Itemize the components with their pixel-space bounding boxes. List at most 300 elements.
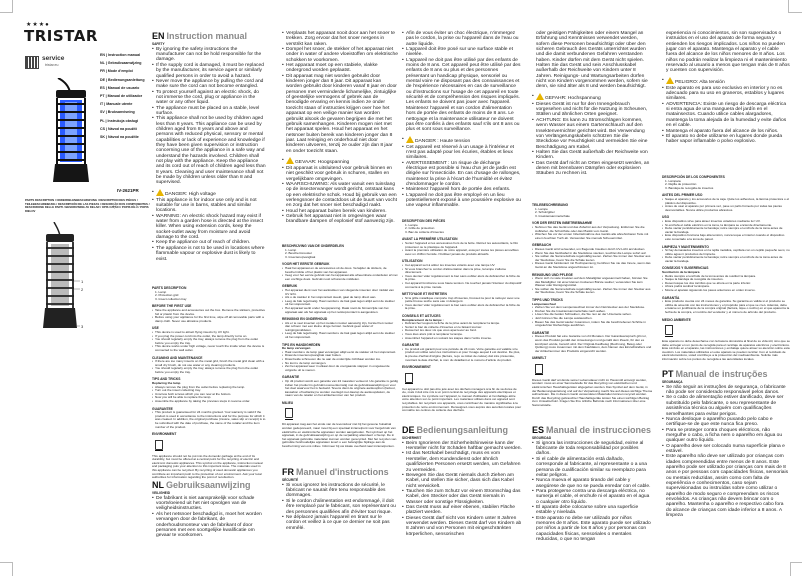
list-item: • Op dit product wordt een garantie van 24 maanden verleend. Uw garantie is geldig indien het product is gebruikt overeenkomstig met de gebruiksaanwijzing en voor het doel waarvoor het is bedoeld. Tevens dient de originele aankoopbon (factuur, kassabon of kwitantie) te worden overlegd met daarop de aankoopdatum, de naam van de retailer en het artikelnummer van het product.: [282, 380, 398, 398]
subsection-title: TIPPS UND TRICKS: [532, 298, 563, 303]
list-item: • Lösen Sie die beiden Schrauben, die Sie nun an der Unterseite sehen.: [532, 313, 652, 317]
danger-text: GEVAAR: Hoogspanning: [295, 159, 350, 165]
bullet-list: [152, 309, 266, 323]
list-item: • Turn out the insect collecting tray.: [152, 389, 266, 393]
fr-safety-continued: [402, 31, 522, 209]
list-item: • Now you will be able to replace the lamp.: [152, 396, 266, 400]
list-item: • Este aparato es para uso exclusivo en interior y no es adecuado para su uso en graneros, establos y lugares similares.: [662, 86, 790, 102]
list-item: • Dieses Gerät darf nicht von Kindern unter 8 Jahren verwendet werden. Dieses Gerät darf von Kindern ab 8 Jahren und von Personen mit eingeschränkten körperlichen, sensorischen: [402, 516, 522, 537]
list-item: • To protect yourself against an electric shock, do not immerse the cord, plug or appliance in the water or any other liquid.: [152, 90, 266, 106]
danger-warning: [532, 93, 652, 102]
bullet-list: [282, 322, 398, 340]
language-item: SV | Bruksanvisning: [100, 110, 135, 115]
subsection-title: GEBRAUCH: [532, 243, 552, 248]
warning-triangle-icon: [286, 157, 294, 164]
subsection-subtitle: Remplacement de la lampe :: [402, 317, 444, 322]
subsection-subtitle: Lampenwechsel: [532, 301, 556, 306]
manual-subsection: [152, 287, 266, 301]
list-item: • Debe vaciar periódicamente la bandeja; retire siempre el enchufe de la toma antes de vaciar la bandeja.: [662, 256, 790, 263]
de-section-start: [402, 425, 522, 537]
subsection-title: GUARANTEE: [152, 406, 173, 411]
subsection-title: VEILIGHEID: [152, 491, 171, 495]
bullet-list: [662, 249, 790, 263]
bullet-list: [662, 275, 790, 293]
list-item: • ACHTUNG: Es kann zu Stromschlägen kommen, wenn Wasser aus einem Gartenschlauch auf den Insektenvernichter gerichtet wird. Bei Verwendung von Verlängerungskabeln schützen Sie die Steckdose vor Feuchtigkeit und vermeiden Sie eine Beschädigung am Kabel.: [532, 118, 652, 150]
parts-list: [152, 291, 266, 302]
es-safety-continued: [662, 31, 790, 145]
list-item: • Als u de stekker in het stopcontact steekt, gaat de lamp direct aan.: [282, 296, 398, 300]
list-item: • Het apparaat dient voor het aantrekken van vliegende insecten door middel van UV licht.: [282, 289, 398, 296]
list-item: • Ne déplacez jamais l'appareil en tirant sur le cordon et veillez à ce que ce dernier ne soit pas emmêlé.: [282, 515, 398, 531]
list-item: • You should regularly empty the tray, always remove the plug from the outlet before you empty the tray.: [152, 338, 266, 345]
section-title: Bedienungsanleitung: [416, 425, 509, 435]
service-url: tristar.eu: [45, 63, 59, 67]
list-item: • Si le cordon d'alimentation est endommagé, il doit être remplacé par le fabricant, son représentant ou des personnes qualifiées afin d'éviter tout risque.: [282, 499, 398, 515]
crossed-bin-icon: [155, 440, 163, 450]
bullet-list: [532, 441, 652, 543]
manual-subsection: [402, 220, 522, 234]
manual-subsection: [402, 260, 522, 289]
list-item: • You should regularly empty the tray, always remove the plug from the outlet before you empty the tray.: [152, 367, 266, 374]
crossed-bin-icon: [665, 325, 673, 335]
manual-subsection: [282, 344, 398, 373]
bullet-list: [152, 386, 266, 404]
list-item: • Este dispositivo funciona bajo alta tensión, nunca toque el interior cuando el dispositivo esté conectado a la toma de pared.: [662, 234, 790, 241]
crossed-bin-icon: [285, 408, 293, 418]
manual-subsection: [282, 285, 398, 314]
model-number: IV-2621PR: [117, 188, 139, 193]
list-item: • Veeg voor het eerste gebruik van het apparaat alle afneembare onderdelen af met een vochtige doek. Gebruik nooit schurende middelen.: [282, 274, 398, 281]
subsection-subtitle: Replacing the lamp: [152, 381, 181, 386]
bullet-list: [532, 335, 652, 353]
list-item: • Antes de usar el aparato por primera vez, pase un paño húmedo por todas las piezas desmontables. Nunca utilice productos abrasivos.: [662, 205, 790, 212]
section-title: Gebruiksaanwijzing: [166, 480, 251, 490]
language-item: PL | Instrukcja obsługi: [100, 118, 139, 123]
subsection-title: LIMPIEZA Y MANTENIMIENTO: [662, 244, 709, 249]
bullet-list: [282, 289, 398, 314]
subsection-title: DESCRIPTION DES PIÈCES: [402, 219, 446, 223]
subsection-title: CONSEJOS Y SUGERENCIAS: [662, 266, 709, 271]
language-code: FR: [282, 467, 294, 477]
subsection-title: TEILEBESCHREIBUNG: [532, 203, 569, 207]
parts-list: [402, 224, 522, 235]
list-item: 2. Beschermrooster: [285, 251, 312, 256]
danger-warning: [282, 157, 398, 166]
list-item: • Monte el aparato siguiendo los pasos anteriores en orden inverso.: [662, 289, 790, 293]
list-item: • Take the appliance and accessories out the box. Remove the stickers, protective foil or plastic from the device.: [152, 309, 266, 316]
list-item: • This device works under high voltage, never touch the inside when the device is connected to the wall outlet.: [152, 345, 266, 352]
bullet-list: [662, 220, 790, 241]
list-item: • Wenn sich zu viele Insekten auf dem Metallgitter angesammelt haben, bürsten Sie das Metallgitter mit einer kleinen trockenen Bürste sauber; verwenden Sie kein Wasser oder Reinigungsmittel.: [532, 277, 652, 288]
list-item: • Sie sollten die Sammelschale regelmäßig leeren. Ziehen Sie immer den Stecker aus der Steckdose, bevor Sie die Schale leeren.: [532, 255, 652, 262]
list-item: • Gebruik het apparaat niet in omgevingen waar brandbare dampen of explosief stof aanwezig zijn.: [282, 214, 398, 225]
list-item: • Nunca desloque o aparelho puxando pelo cabo e certifique-se de que este nunca fica preso.: [662, 417, 790, 428]
bullet-list: [152, 198, 266, 262]
crossed-bin-icon: [405, 373, 413, 383]
warning-triangle-icon: [536, 93, 544, 100]
danger-text: GEFAHR: Hochspannung: [545, 95, 601, 101]
subsection-title: VOR DER ERSTEN INBETRIEBNAHME: [532, 221, 593, 226]
callout-1: 1: [81, 279, 84, 284]
list-item: 1. Lamp: [285, 247, 297, 252]
manual-subsection: [152, 357, 266, 375]
list-item: • Si ignora las instrucciones de seguridad, exime al fabricante de toda responsabilidad por posibles daños.: [532, 441, 652, 457]
language-item: DE | Bedienungsanleitung: [100, 77, 145, 82]
list-item: • Assemble the appliance by taking the previous steps in reverse order.: [152, 400, 266, 404]
manual-subsection: [282, 318, 398, 340]
paragraph: Cet appareil ne doit pas être jeté avec les déchets ménagers à la fin de sa durée de vie, mais il doit être mis à un point central de recyclage des appareils électriques et électroniques. Ce symbole sur l'appareil, le manuel d'utilisation et l'emballage attire votre attention sur ce point important. Les matériaux utilisés dans cet appareil sont recyclables. En recyclant vos appareils, vous contribuez de manière significative à la protection de notre environnement. Renseignez-vous auprès des autorités locales pour connaître les centres de collecte des déchets.: [402, 386, 522, 413]
language-item: CS | Návod na použití: [100, 126, 137, 131]
manual-subsection: [282, 376, 398, 398]
list-item: • AVERTISSEMENT : Un risque de décharge électrique est possible si l'eau d'un jet de jardin est dirigée sur l'insecticide. En cas d'usage de rallonges, maintenez la prise à l'écart de l'humidité et évitez d'endommager le cordon.: [402, 161, 522, 188]
list-item: • Tauchen Sie zum Schutz vor einem Stromschlag das Kabel, den Stecker oder das Gerät niemals in Wasser oder sonstige Flüssigkeiten.: [402, 489, 522, 505]
danger-text: DANGER: High voltage: [165, 191, 216, 197]
bullet-list: [532, 306, 652, 327]
subsection-title: BESCHRIJVING VAN DE ONDERDELEN: [282, 244, 344, 248]
paragraph: Este aparato no debe desecharse con la basura doméstica al final de su vida útil, sino que se debe entregar en un punto de recogida para el reciclaje de aparatos eléctricos y electrónicos. Este símbolo en el aparato, las instrucciones y embalaje quiere atraer su atención sobre esta cuestión. Los materiales utilizados en este aparato se pueden reciclar. Con el reciclado de electrodomésticos, usted contribuye a la protección del medioambiente. Solicite más información sobre los puntos de recogida a las autoridades locales.: [662, 339, 790, 362]
list-item: • Avant la première utilisation de votre appareil, essuyez toutes les pièces amovibles avec un chiffon humide. N'utilisez jamais de produits abrasifs.: [402, 249, 522, 256]
list-item: • Ahora podrá sustituir la lámpara.: [662, 285, 790, 289]
list-item: • Si el cable de alimentación está dañado, corresponde al fabricante, al representante o a una persona de cualificación similar su reemplazo para evitar peligros.: [532, 457, 652, 478]
callout-2: 2: [81, 287, 84, 292]
list-item: • Leeg de bak regelmatig. Haal voordat u de bak gaat legen altijd eerst de stekker uit het stopcontact.: [282, 300, 398, 307]
subsection-title: BEFORE THE FIRST USE: [152, 304, 192, 309]
bullet-list: [402, 441, 522, 537]
subsection-title: SÉCURITÉ: [282, 478, 299, 482]
subsection-title: REINIGING EN ONDERHOUD: [282, 317, 328, 322]
list-item: 1. Lampe: [535, 206, 548, 211]
subsection-title: SEGURANÇA: [662, 380, 683, 384]
list-item: • Before using your appliance for the first time, wipe off all removable parts with a damp cloth. Never use abrasive products.: [152, 316, 266, 323]
subsection-title: MILIEU: [282, 400, 294, 405]
lamp-top: [56, 90, 86, 98]
list-item: • Als er te veel insecten op het metalen rooster aanwezig zijn, borstel het rooster dan schoon met een kleine droge borstel. Gebruik geen water of reinigingsmiddelen.: [282, 322, 398, 333]
language-code: ES: [532, 425, 545, 435]
product-diagram: [34, 222, 84, 332]
bullet-list: [152, 496, 266, 539]
list-item: • Debe vaciar periódicamente la bandeja; retire siempre el enchufe de la toma antes de vaciar la bandeja.: [662, 227, 790, 234]
nl-safety-continued: [282, 31, 398, 225]
language-code: NL: [152, 480, 164, 490]
list-item: • Ziehen Sie vor dem Lampenwechsel immer den Netzstecker aus der Steckdose.: [532, 306, 652, 310]
list-item: • Si enchufa el cable eléctrico en la toma, la lámpara se enciende directamente.: [662, 224, 790, 228]
list-item: • Beim Ignorieren der Sicherheitshinweise kann der Hersteller nicht für Schäden haftbar gemacht werden.: [402, 441, 522, 452]
subsection-subtitle: De lamp vervangen: [282, 346, 311, 351]
manual-subsection: [662, 319, 790, 362]
es-section-start: [532, 425, 652, 542]
language-code: DE: [402, 425, 415, 435]
parts-list: [282, 249, 398, 260]
bullet-list: [282, 166, 398, 225]
list-item: • Saque la bandeja de recogida de insectos.: [662, 278, 790, 282]
bullet-list: [402, 242, 522, 256]
list-item: • Si vous ignorez les instructions de sécurité, le fabricant ne saurait être tenu responsable des dommages.: [282, 483, 398, 499]
language-code: PT: [662, 369, 674, 379]
nl-usage-sections: [282, 241, 398, 448]
subsection-subtitle: Sustitución de la lámpara: [662, 270, 700, 275]
danger-warning: [662, 77, 790, 86]
list-item: • Maintenez l'appareil hors de portée des enfants.: [402, 187, 522, 192]
section-heading: [282, 467, 398, 478]
list-item: • Afin de vous éviter un choc électrique, n'immergez pas le cordon, la prise ou l'appareil dans de l'eau ou autre liquide.: [402, 31, 522, 47]
list-item: • L'appareil doit être posé sur une surface stable et nivelée.: [402, 47, 522, 58]
list-item: • Nu kunt u de lamp vervangen.: [282, 362, 398, 366]
list-item: • This appliance is for indoor use only and is not suitable for use in barns, stables and similar locations.: [152, 198, 266, 214]
crossed-bin-icon: [535, 364, 543, 374]
lamp-base: [53, 164, 89, 182]
nl-section-start: [152, 480, 266, 539]
list-item: • Vous devriez vider régulièrement le bac sans oublier alors de débrancher la fiche de la prise.: [402, 275, 522, 282]
manual-subsection: [532, 204, 652, 218]
subsection-title: ENVIRONMENT: [152, 432, 177, 437]
en-usage-sections: [152, 283, 266, 480]
bullet-list: [662, 86, 790, 145]
paragraph: This appliance should not be put into the domestic garbage at the end of its durability, but must be offered at a central point for the recycling of electric and electronic domestic appliances. This symbol on the appliance, instruction manual and packaging puts your attention to this important issue. The materials used in this appliance can be recycled. By recycling of used domestic appliances you contribute an important push to the protection of our environment. Ask your local authorities for information regarding the point of recollection.: [152, 453, 263, 480]
list-item: • Para protegerse contra una descarga eléctrica, no sumerja el cable, el enchufe ni el aparato en el agua o cualquier otro líquido.: [532, 489, 652, 505]
section-heading: [152, 480, 266, 491]
list-item: • L'appareil ne doit pas être employé en un lieu potentiellement exposé à une poussière explosive ou une vapeur inflammable.: [402, 193, 522, 209]
subsection-title: GEBRUIK: [282, 284, 298, 289]
manual-subsection: [662, 246, 790, 264]
paragraph: experiencia ni conocimientos, sin son supervisados o instruidos en el uso del aparato de forma segura y entienden los riesgos implicados. Los niños no pueden jugar con el aparato. Mantenga el aparato y el cable fuera del alcance de los niños menores de 8 años. Los niños no podrán realizar la limpieza ni el mantenimiento reservado al usuario a menos que tengan más de 8 años y cuenten con supervisión.: [666, 31, 790, 74]
list-item: • Si vous branchez le cordon d'alimentation dans la prise, la lampe s'allume directement.: [402, 268, 522, 275]
danger-warning: [402, 136, 522, 145]
brand-stars: ★★★●: [26, 22, 50, 28]
list-item: • Das Gerät darf nicht an Orten eingesetzt werden, an denen mit brennbaren Dämpfen oder explosiven Stäuben zu rechnen ist.: [532, 161, 652, 177]
list-item: • Wenn Sie das Netzkabel in die Steckdose stecken, leuchtet die Lampe sofort auf.: [532, 252, 652, 256]
list-item: 2. Rejilla de protección: [665, 182, 697, 187]
subsection-title: SICHERHEIT: [402, 436, 422, 440]
list-item: • Nunca mueva el aparato tirando del cable y asegúrese de que no se pueda enredar con el cable.: [532, 478, 652, 489]
list-item: 1. Lamp: [155, 289, 167, 294]
subsection-title: GARANTIE: [532, 330, 550, 335]
list-item: • Dieses Gerät funktioniert mit Hochspannung; berühren Sie nie das Innere, wenn das Gerät an die Steckdose angeschlossen ist.: [532, 262, 652, 269]
manual-subsection: [532, 357, 652, 407]
manual-subsection: [532, 274, 652, 296]
list-item: • Sortez le bac de collecte d'insectes en le faisant tourner.: [402, 326, 522, 330]
section-heading: [662, 369, 790, 380]
list-item: • Haal het apparaat en de accessoires uit de doos. Verwijder de stickers, de beschermfolie of het plastic van het apparaat.: [282, 267, 398, 274]
list-item: • This device is used to attract flying insects by UV light.: [152, 331, 266, 335]
list-item: • Este dispositivo sirve para atraer insectos voladores mediante luz UV.: [662, 220, 790, 224]
list-item: • Retire siempre el enchufe de la toma antes de sustituir la lámpara.: [662, 275, 790, 279]
bullet-list: [402, 31, 522, 133]
language-item: FR | Mode d'emploi: [100, 69, 133, 74]
list-item: • Cet appareil est réservé à un usage à l'intérieur et n'est pas adapté pour les écuries, étables et lieux similaires.: [402, 145, 522, 161]
manual-subsection: [152, 305, 266, 323]
manual-subsection: [402, 293, 522, 311]
danger-text: PELIGRO: Alta tensión: [675, 79, 725, 85]
list-item: 3. Insect collection tray: [155, 296, 187, 301]
manual-subsection: [282, 402, 398, 449]
subsection-title: USE: [152, 326, 159, 331]
manual-subsection: [152, 378, 266, 403]
callout-3: 3: [81, 324, 84, 329]
subsection-title: TIPS AND TRICKS: [152, 377, 181, 382]
crop-mark: [0, 562, 13, 576]
danger-text: DANGER : Haute tension: [415, 138, 471, 144]
list-item: • Het apparaat moet op een stabiele, vlakke ondergrond worden geplaatst.: [282, 63, 398, 74]
list-item: • Cet appareil sert à attirer les insectes volants avec une lampe UV.: [402, 264, 522, 268]
warning-triangle-icon: [406, 136, 414, 143]
list-item: • El aparato no debe utilizarse en lugares donde pueda haber vapor inflamable o polvo explosivo.: [662, 134, 790, 145]
subsection-title: GARANTÍA: [662, 295, 680, 300]
bullet-list: [282, 483, 398, 531]
bullet-list: [282, 31, 398, 154]
list-item: 3. Bac de collecte d'insectes: [405, 229, 444, 234]
list-item: • Bauen Sie das Gerät wieder zusammen, indem Sie die beschriebenen Schritte in umgekehrter Reihenfolge ausführen.: [532, 321, 652, 328]
list-item: • Dompel het snoer, de stekker of het apparaat niet onder in water of andere vloeistoffen om elektrische schokken te voorkomen.: [282, 47, 398, 63]
brand-logo: TRISTAR: [24, 27, 98, 45]
bullet-list: [532, 226, 652, 240]
list-item: • If the supply cord is damaged, it must be replaced by the manufacturer, its service agent or similarly qualified persons in order to avoid a hazard.: [152, 63, 266, 79]
list-item: • Leeg de bak regelmatig. Haal voordat u de bak gaat legen altijd eerst de stekker uit het stopcontact.: [282, 332, 398, 339]
list-item: • Das Gerät muss auf einer ebenen, stabilen Fläche platziert werden.: [402, 505, 522, 516]
section-title: Manuel d'instructions: [296, 467, 389, 477]
manual-subsection: [402, 315, 522, 340]
manual-subsection: [282, 263, 398, 281]
section-title: Instruction manual: [166, 31, 248, 41]
subsection-title: CONSEILS ET ASTUCES: [402, 314, 441, 319]
manual-subsection: [662, 176, 790, 190]
crop-mark: [788, 0, 802, 13]
pt-section-start: [662, 369, 790, 518]
language-item: SK | Návod na použitie: [100, 135, 139, 140]
list-item: • Dieses Gerät ist nur für den Innengebrauch vorgesehen und nicht für die Nutzung in Scheunen, Ställen und ähnlichen Orten geeignet.: [532, 102, 652, 118]
bullet-list: [662, 198, 790, 212]
list-item: • WARNING: An electric shock hazard may exist if water from a garden hose is directed at the insect killer. When using extension cords, keep the socket-outlet away from moisture and avoid damage to the cord.: [152, 214, 266, 241]
bullet-list: [402, 297, 522, 311]
manual-subsection: [532, 222, 652, 240]
manual-subsection: [662, 216, 790, 241]
section-title: Manual de instruções: [675, 369, 768, 379]
bullet-list: [282, 267, 398, 281]
list-item: • Als het netsnoer beschadigd is, moet het worden vervangen door de fabrikant, de onderhoudsmonteur van de fabrikant of door personen met een soortgelijke kwalificatie om gevaar te voorkomen.: [152, 512, 266, 539]
en-safety-section: [152, 31, 266, 262]
paragraph: oder geistigen Fähigkeiten oder einem Mangel an Erfahrung und Kenntnissen verwendet werden, sofern diese Personen beaufsichtigt oder über den sicheren Gebrauch des Geräts unterrichtet wurden und die damit verbundenen Gefahren verstanden haben. Kinder dürfen mit dem Gerät nicht spielen. Halten Sie das Gerät und sein Anschlusskabel außerhalb der Reichweite von Kindern unter 8 Jahren. Reinigungs- und Wartungsarbeiten dürfen nicht von Kindern vorgenommen werden, sofern sie denn, sie sind älter als 8 und werden beaufsichtigt.: [536, 31, 648, 90]
list-item: • If you plug the power cord into the outlet, the lamp directly turns on.: [152, 335, 266, 339]
list-item: • Este producto cuenta con 24 meses de garantía. Su garantía es válida si el producto se utiliza de acuerdo con las instrucciones y el propósito para el que se creó. Además, debe enviarse un justificante de la compra original (factura, tique o recibo) en el que aparezca la fecha de la compra, el nombre del vendedor y el número de artículo del producto.: [662, 300, 790, 314]
subsection-title: SAFETY: [152, 42, 165, 46]
subsection-title: ENVIRONNEMENT: [402, 365, 431, 370]
subsection-title: UTILISATION: [402, 259, 423, 264]
list-item: • Dit apparaat mag niet worden gebruikt door kinderen jonger dan 8 jaar. Dit apparaat kan worden gebruikt door kinderen vanaf 8 jaar en door personen met verminderde lichamelijke, zintuiglijke of geestelijke vermogens of gebrek aan de benodigde ervaring en kennis indien ze onder toezicht staan of instructies krijgen over hoe het apparaat op een veilige manier kan worden gebruikt alsook de gevaren begrijpen die met het gebruik samenhangen. Kinderen mogen niet met het apparaat spelen. Houd het apparaat en het netsnoer buiten bereik van kinderen jonger dan 8 jaar. Laat reiniging en onderhoud niet door kinderen uitvoeren, tenzij ze ouder zijn dan 8 jaar en onder toezicht staan.: [282, 74, 398, 154]
list-item: • Saque el aparato y los accesorios de la caja. Quite los adhesivos, la lámina protectora o el plástico del dispositivo.: [662, 198, 790, 205]
fr-section-start: [282, 467, 398, 531]
section-heading: [152, 31, 266, 42]
list-item: • Se não seguir as instruções de segurança, o fabricante não pode ser considerado responsável pelos danos.: [662, 385, 790, 396]
bullet-list: [532, 248, 652, 269]
power-cord: [58, 78, 70, 92]
bullet-list: [402, 145, 522, 209]
manual-subsection: [402, 344, 522, 362]
manual-subsection: [532, 332, 652, 354]
list-item: • The appliance must be placed on a stable, level surface.: [152, 106, 266, 117]
language-code: EN: [152, 31, 165, 41]
crop-mark: [0, 0, 13, 13]
list-item: • Vous êtes alors prêt à remplacer la lampe.: [402, 333, 522, 337]
section-heading: [402, 425, 522, 436]
manual-subsection: [662, 267, 790, 292]
list-item: • Cet appareil fonctionne sous haute tension. Ne touchez jamais l'intérieur du dispositif connecté à la prise murale.: [402, 282, 522, 289]
list-item: • WAARSCHUWING: Als water vanuit een tuinslang op de insectenvanger wordt gericht, ontstaat kans op een elektrische schok. Houd bij gebruik van een verlengsnoer de contactdoos uit de buurt van vocht en zorg dat het snoer niet beschadigd raakt.: [282, 182, 398, 209]
list-item: • The appliance is not to be used in locations where flammable vapour or explosive dust is likely to exist.: [152, 246, 266, 262]
list-item: • Draai de insectenopvangbak naar buiten.: [282, 354, 398, 358]
de-safety-continued: [532, 31, 652, 177]
section-title: Manual de instrucciones: [546, 425, 652, 435]
qr-icon: [25, 56, 39, 69]
list-item: 2. Schutzgitter: [535, 210, 555, 215]
list-item: 2. Protection grid: [155, 293, 179, 298]
paragraph: Dieses Gerät darf am Ende seiner Lebensdauer nicht im Hausmüll entsorgt werden, sondern muss an einer Sammelstelle für das Recycling von elektrischen und elektronischen Haushaltsgeräten abgegeben werden. Das Symbol auf dem Gerät, in der Bedienungsanleitung und auf der Verpackung macht Sie auf dieses wichtige Thema aufmerksam. Die in diesem Gerät verwendeten Materialien können recycelt werden. Durch das Recycling gebrauchter Haushaltsgeräte leisten Sie einen wichtigen Beitrag zum Umweltschutz. Fragen Sie Ihre örtliche Behörde nach Informationen über eine Sammelstelle.: [532, 377, 652, 407]
bullet-list: [282, 351, 398, 372]
list-item: • Nehmen Sie das Gerät und das Zubehör aus der Verpackung. Entfernen Sie die Aufkleber, die Schutzfolie oder das Plastik vom Gerät.: [532, 226, 652, 233]
list-item: • Vous devriez vider régulièrement le bac sans oublier alors de débrancher la fiche de la prise.: [402, 304, 522, 311]
subsection-title: CLEANING AND MAINTENANCE: [152, 355, 203, 360]
subsection-title: DESCRIPCIÓN DE LOS COMPONENTES: [662, 175, 725, 179]
list-item: 1. Lampe: [405, 222, 418, 227]
manual-subsection: [532, 299, 652, 328]
list-item: • Halten Sie das Gerät außerhalb der Reichweite von Kindern.: [532, 150, 652, 161]
subsection-title: VOOR HET EERSTE GEBRUIK: [282, 262, 330, 267]
list-item: • Drehen Sie die Insektensammelschale nach außen.: [532, 310, 652, 314]
list-item: • Ist das Netzkabel beschädigt, muss es vom Hersteller, dem Kundendienst oder ähnlich qualifizierten Personen ersetzt werden, um Gefahren zu vermeiden.: [402, 451, 522, 472]
crop-mark: [790, 562, 802, 576]
list-item: • This product is guaranteed for 24 months granted. Your warranty is valid if the product is used in accordance to the instructions and for the purpose for which it was created. In addition, the original purchase (invoice, sales slip or receipt) is to be submitted with the date of purchase, the name of the retailer and the item number of the product.: [152, 411, 266, 429]
bullet-list: [662, 385, 790, 519]
list-item: • Sortez l'appareil et les accessoires hors de la boîte. Retirez les autocollants, le film protecteur ou le plastique de l'appareil.: [402, 242, 522, 249]
list-item: • Wischen Sie vor der ersten Inbetriebnahme des Geräts alle abnehmbaren Teile mit einem feuchten Tuch ab. Verwenden Sie niemals Scheuermittel.: [532, 233, 652, 240]
list-item: • Si hay demasiados insectos en la rejilla metálica, cepíllela con un cepillo pequeño seco; no utilice agua ni productos de limpieza.: [662, 249, 790, 256]
list-item: • Desenrosque los dos tornillos que ve ahora en la parte inferior.: [662, 282, 790, 286]
list-item: • By ignoring the safety instructions the manufacturer can not be hold responsible for the damage.: [152, 47, 266, 63]
language-item: IT | Manuale utente: [100, 102, 133, 107]
subsection-title: GARANTIE: [282, 375, 300, 380]
parts-list: [662, 180, 790, 191]
manual-subsection: [152, 408, 266, 430]
language-item: ES | Manual de usuario: [100, 85, 140, 90]
manual-subsection: [152, 327, 266, 352]
list-item: • Este aparelho não deve ser utilizado por crianças com idades compreendidas entre menos de 8 anos. Este aparelho pode ser utilizado por crianças com mais de 8 anos e por pessoas com capacidades físicas, sensoriais ou mentais reduzidas, assim como com falta de experiência e conhecimentos, caso sejam supervisionadas ou instruídas sobre como utilizar o aparelho de modo seguro e compreendam os riscos envolvidos. As crianças não devem brincar com o aparelho. Mantenha o aparelho e respectivo cabo fora do alcance de crianças com idade inferior a 8 anos. A limpeza: [662, 454, 790, 518]
subsection-title: NETTOYAGE ET ENTRETIEN: [402, 292, 447, 297]
list-item: • If there are too many insects on the metal grid, brush the metal grid clean with a small dry brush, do not use water or any cleaning products.: [152, 360, 266, 367]
manual-subsection: [152, 433, 266, 480]
bullet-list: [402, 264, 522, 289]
subsection-title: REINIGUNG UND PFLEGE: [532, 272, 573, 277]
list-item: • Haal voordat u de lamp gaat vervangen altijd eerst de stekker uit het stopcontact.: [282, 351, 398, 355]
warning-triangle-icon: [666, 77, 674, 84]
list-item: • De fabrikant is niet aansprakelijk voor schade voortvloeiend uit het niet opvolgen van de veiligheidsinstructies.: [152, 496, 266, 512]
list-item: • L'appareil ne doit pas être utilisé par des enfants de moins de 8 ans. Cet appareil peut être utilisé par des enfants de 8 ans ou plus et des personnes présentant un handicap physique, sensoriel ou mental voire ne disposant pas des connaissances et de l'expérience nécessaires en cas de surveillance ou d'instructions sur l'usage de cet appareil en toute sécurité et de compréhension des risques impliqués. Les enfants ne doivent pas jouer avec l'appareil. Maintenez l'appareil et son cordon d'alimentation hors de portée des enfants de moins de 8 ans. Le nettoyage et la maintenance utilisateur ne doivent pas être confiés à des enfants sauf s'ils ont 8 ans ou plus et sont sous surveillance.: [402, 58, 522, 133]
section-heading: [532, 425, 652, 436]
bullet-list: [152, 47, 266, 186]
bullet-list: [532, 277, 652, 295]
list-item: • Draai beide schroeven die nu aan de onderzijde zichtbaar worden los.: [282, 358, 398, 362]
list-item: • Desserrez les deux vis que vous apercevez au fond.: [402, 329, 522, 333]
list-item: • Se o cabo de alimentação estiver danificado, deve ser substituído pelo fabricante, o seu representante de assistência técnica ou alguém com qualificações semelhantes para evitar perigos.: [662, 395, 790, 416]
list-item: • ADVERTENCIA: Existe un riesgo de descarga eléctrica si entra agua de una manguera del jardín en el matainsectos. Cuando utilice cables alargadores, mantenga la toma alejada de la humedad y evite daños en el cable.: [662, 102, 790, 129]
language-item: EN | Instruction manual: [100, 53, 141, 57]
service-label: service: [42, 55, 65, 62]
manual-subsection: [402, 366, 522, 413]
list-item: • Débranchez toujours la fiche de la prise avant de remplacer la lampe.: [402, 322, 522, 326]
list-item: • Always remove the plug from the outlet before replacing the lamp.: [152, 386, 266, 390]
subsection-title: UMWELT: [532, 356, 547, 361]
fr-usage-sections: [402, 216, 522, 413]
list-item: • Dit apparaat is uitsluitend voor gebruik binnen en niet geschikt voor gebruik in schuren, stallen en vergelijkbare omgevingen.: [282, 166, 398, 182]
de-usage-sections: [532, 200, 652, 407]
manual-subsection: [282, 245, 398, 259]
